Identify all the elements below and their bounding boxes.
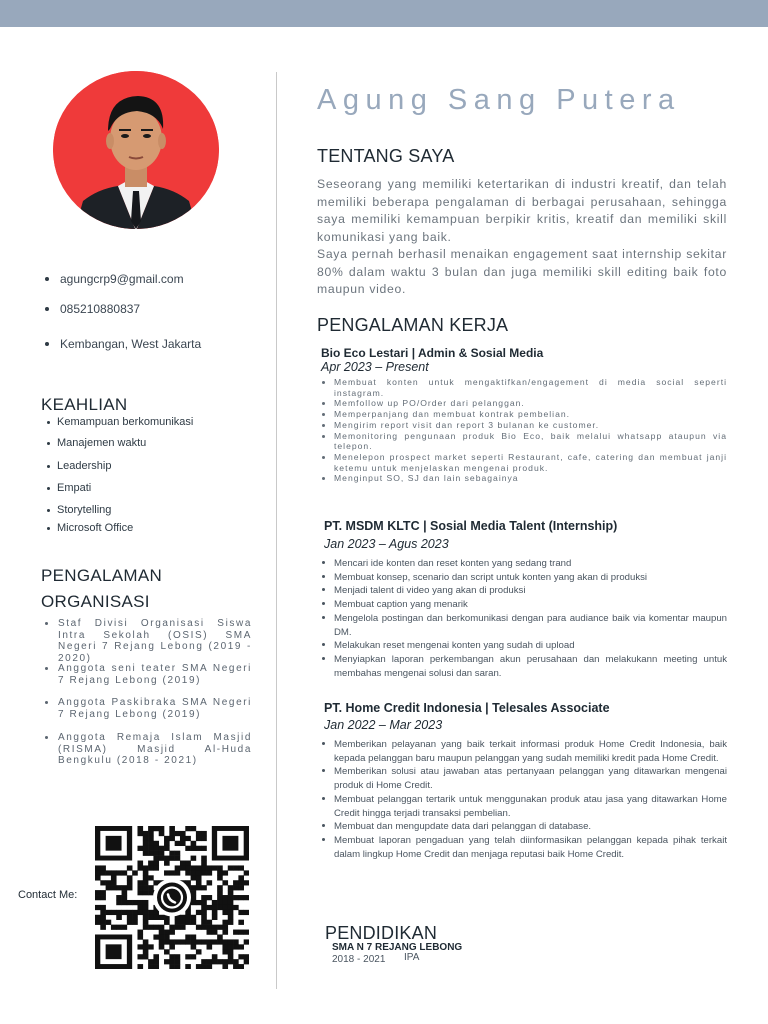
duty-item: Membuat konsep, scenario dan script untuk konten yang akan di produksi — [321, 571, 727, 585]
job-date: Apr 2023 – Present — [321, 360, 429, 374]
duty-item: Memfollow up PO/Order dari pelanggan. — [321, 398, 727, 409]
duty-item: Menelepon prospect market seperti Restaurant, cafe, catering dan membuat janji ketemu untuk menjelaskan mengenai produk. — [321, 452, 727, 473]
about-text — [317, 176, 727, 299]
bullet-icon — [45, 622, 48, 625]
skill-label: Leadership — [57, 460, 112, 472]
job-title: PT. MSDM KLTC | Sosial Media Talent (Internship) — [324, 519, 618, 533]
organization-text: Anggota Paskibraka SMA Negeri 7 Rejang Lebong (2019) — [58, 697, 252, 720]
organization-text: Staf Divisi Organisasi Siswa Intra Sekolah (OSIS) SMA Negeri 7 Rejang Lebong (2019 - 2020) — [58, 618, 252, 664]
education-school: SMA N 7 REJANG LEBONG — [332, 942, 463, 953]
organization-text: Anggota Remaja Islam Masjid (RISMA) Masjid Al-Huda Bengkulu (2018 - 2021) — [58, 732, 252, 766]
duty-item: Menyiapkan laporan perkembangan akun perusahaan dan melakukann meeting untuk membahas mengenai solusi dan saran. — [321, 653, 727, 680]
bullet-icon — [45, 307, 49, 311]
bullet-icon — [47, 421, 50, 424]
about-paragraph: Saya pernah berhasil menaikan engagement saat internship sekitar 80% dalam waktu 3 bulan dan juga memiliki skill editing baik foto maupun video. — [317, 247, 727, 296]
about-heading: TENTANG SAYA — [317, 146, 455, 166]
bullet-icon — [45, 342, 49, 346]
job-date: Jan 2022 – Mar 2023 — [324, 718, 443, 732]
skills-heading: KEAHLIAN — [41, 395, 128, 414]
bullet-icon — [47, 487, 50, 490]
duty-item: Memberikan solusi atau jawaban atas pertanyaan pelanggan yang ditawarkan mengenai produk di Home Credit. — [321, 765, 727, 792]
email-text[interactable]: agungcrp9@gmail.com — [60, 272, 184, 286]
about-paragraph: Seseorang yang memiliki ketertarikan di industri kreatif, dan telah memiliki beberapa pengalaman di berbagai perusahaan, sehingga saya memiliki kemampuan berpikir kritis, kreatif dan memiliki skill komunikasi yang baik. — [317, 177, 727, 244]
job-date: Jan 2023 – Agus 2023 — [324, 537, 449, 551]
organization-item — [45, 732, 252, 767]
job-title: PT. Home Credit Indonesia | Telesales Associate — [324, 701, 610, 715]
contact-label: Contact Me: — [18, 889, 78, 901]
skill-label: Empati — [57, 482, 92, 494]
organization-text: Anggota seni teater SMA Negeri 7 Rejang Lebong (2019) — [58, 663, 252, 686]
duty-item: Membuat caption yang menarik — [321, 598, 727, 612]
bullet-icon — [45, 736, 48, 739]
person-name: Agung Sang Putera — [317, 84, 681, 116]
skill-label: Storytelling — [57, 504, 112, 516]
bullet-icon — [47, 509, 50, 512]
duty-item: Memberikan pelayanan yang baik terkait informasi produk Home Credit Indonesia, baik kepada pelanggan baru maupun pelanggan yang sudah memiliki kredit pada Home Credit. — [321, 738, 727, 765]
duty-item: Membuat konten untuk mengaktifkan/engagement di media social seperti instagram. — [321, 377, 727, 398]
duty-item: Mengirim report visit dan report 3 bulanan ke customer. — [321, 420, 727, 431]
education-years: 2018 - 2021 — [332, 954, 386, 965]
duty-item: Menjadi talent di video yang akan di produksi — [321, 584, 727, 598]
job-duties — [321, 738, 727, 861]
skill-label: Manajemen waktu — [57, 437, 147, 449]
education-major: IPA — [404, 952, 420, 963]
bullet-icon — [47, 527, 50, 530]
column-divider — [276, 72, 277, 989]
location-text: Kembangan, West Jakarta — [60, 337, 202, 351]
duty-item: Membuat pelanggan tertarik untuk menggunakan produk atau jasa yang ditawarkan Home Credit hingga terjadi transaksi pembelian. — [321, 793, 727, 820]
bullet-icon — [47, 465, 50, 468]
organization-heading-line1: PENGALAMAN — [41, 566, 163, 585]
duty-item: Memperpanjang dan membuat kontrak pembelian. — [321, 409, 727, 420]
bullet-icon — [45, 667, 48, 670]
experience-heading: PENGALAMAN KERJA — [317, 315, 509, 335]
profile-photo — [53, 71, 219, 229]
bullet-icon — [47, 442, 50, 445]
phone-text[interactable]: 085210880837 — [60, 302, 141, 316]
qr-code-icon[interactable] — [95, 826, 249, 969]
bullet-icon — [45, 701, 48, 704]
skill-label: Microsoft Office — [57, 522, 134, 534]
duty-item: Mengelola postingan dan berkomunikasi dengan para audiance baik via komentar maupun DM. — [321, 612, 727, 639]
duty-item: Melakukan reset mengenai konten yang sudah di upload — [321, 639, 727, 653]
duty-item: Menginput SO, SJ dan lain sebagainya — [321, 473, 727, 484]
job-duties — [321, 377, 727, 484]
organization-item — [45, 618, 252, 664]
skill-label: Kemampuan berkomunikasi — [57, 416, 194, 428]
job-duties — [321, 557, 727, 680]
duty-item: Membuat dan mengupdate data dari pelanggan di database. — [321, 820, 727, 834]
duty-item: Membuat laporan pengaduan yang telah diinformasikan pelanggan kepada pihak terkait dalam lingkup Home Credit dan menjaga reputasi baik Home Credit. — [321, 834, 727, 861]
organization-item — [45, 697, 252, 720]
duty-item: Memonitoring pengunaan produk Bio Eco, baik melalui whatsapp ataupun via telepon. — [321, 431, 727, 452]
duty-item: Mencari ide konten dan reset konten yang sedang trand — [321, 557, 727, 571]
job-title: Bio Eco Lestari | Admin & Sosial Media — [321, 346, 544, 360]
organization-heading-line2: ORGANISASI — [41, 592, 150, 611]
education-heading: PENDIDIKAN — [325, 923, 438, 943]
header-bar — [0, 0, 768, 27]
bullet-icon — [45, 277, 49, 281]
organization-item — [45, 663, 252, 686]
